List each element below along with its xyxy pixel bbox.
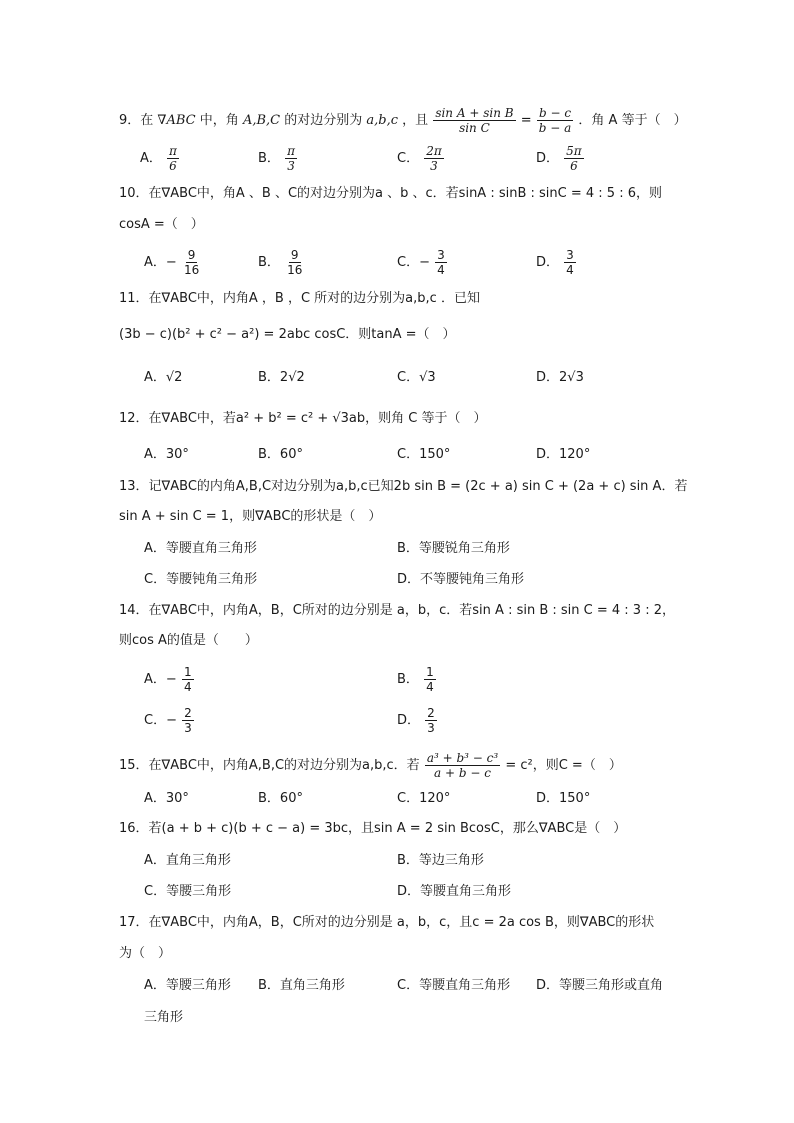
q9-f1-numerator: sin A + sin B	[435, 106, 514, 120]
q15-tail: = c²，则C =（ ）	[505, 758, 622, 773]
option-label: C．	[397, 151, 420, 166]
option-label: C．	[144, 713, 167, 728]
denominator: 3	[430, 159, 438, 173]
q9-fraction-2	[537, 106, 574, 135]
denominator: 6	[169, 159, 177, 173]
question-11-line-1: 11．在∇ABC中，内角A ，B ，C 所对的边分别为a,b,c ．已知	[119, 291, 480, 306]
q17-option-d-wrap: 三角形	[144, 1010, 184, 1025]
option-fraction	[182, 248, 201, 277]
option-fraction	[564, 144, 584, 173]
option-label: A．	[144, 672, 166, 687]
numerator: 2	[184, 706, 192, 720]
q14-option-b	[397, 665, 437, 694]
q12-option-a: A．30°	[144, 447, 189, 462]
question-13-line-2: sin A + sin C = 1，则∇ABC的形状是（ ）	[119, 509, 382, 524]
q12-option-b: B．60°	[258, 447, 303, 462]
q14-option-d	[397, 706, 438, 735]
question-10-line-2: cosA =（ ）	[119, 217, 204, 232]
option-label: B．	[258, 151, 280, 166]
q9-option-c	[397, 144, 445, 173]
numerator: 5π	[566, 144, 582, 158]
denominator: 4	[566, 263, 574, 277]
q9-fraction-1	[433, 106, 515, 135]
numerator: 1	[183, 665, 192, 679]
q11-option-b: B．2√2	[258, 370, 305, 385]
q9-lead: 9．在	[119, 113, 154, 128]
q15-option-c: C．120°	[397, 791, 451, 806]
question-15	[119, 751, 622, 780]
q9-mid: 中，角	[199, 113, 239, 128]
option-label: B．	[397, 672, 419, 687]
q15-numerator: a³ + b³ − c³	[426, 751, 499, 765]
option-label: A．	[144, 255, 166, 270]
denominator: 3	[184, 721, 192, 735]
question-14-line-1: 14．在∇ABC中，内角A，B，C所对的边分别是 a，b，c．若sin A : sin B : sin C = 4 : 3 : 2，	[119, 603, 675, 618]
denominator: 16	[287, 263, 303, 277]
option-label: D．	[536, 151, 560, 166]
option-fraction	[425, 706, 437, 735]
q10-option-a	[144, 248, 202, 277]
q17-option-d: D．等腰三角形或直角	[536, 978, 664, 993]
q15-fraction	[425, 751, 500, 780]
q17-option-b: B．直角三角形	[258, 978, 345, 993]
question-10-line-1: 10．在∇ABC中，角A 、B 、C的对边分别为a 、b 、c．若sinA : sinB : sinC = 4 : 5 : 6，则	[119, 186, 662, 201]
q9-mid2: 的对边分别为	[284, 113, 363, 128]
option-fraction	[435, 248, 447, 277]
q9-equals: =	[520, 113, 532, 128]
q13-option-b: B．等腰锐角三角形	[397, 541, 510, 556]
option-label: B．	[258, 255, 280, 270]
numerator: 3	[566, 248, 574, 262]
numerator: 2	[427, 706, 435, 720]
denominator: 3	[427, 721, 435, 735]
q11-option-c: C．√3	[397, 370, 436, 385]
question-12-line-1: 12．在∇ABC中，若a² + b² = c² + √3ab，则角 C 等于（ ）	[119, 411, 487, 426]
q10-option-b	[258, 248, 305, 277]
option-sign: −	[165, 255, 177, 270]
question-17-line-1: 17．在∇ABC中，内角A，B，C所对的边分别是 a，b，c，且c = 2a cos B，则∇ABC的形状	[119, 915, 655, 930]
option-label: D．	[536, 255, 560, 270]
q9-mid3: ，且	[402, 113, 429, 128]
q9-option-d	[536, 144, 585, 173]
q9-sides: a,b,c	[366, 113, 399, 128]
q9-f1-denominator: sin C	[459, 121, 490, 135]
q9-option-b	[258, 144, 298, 173]
option-fraction	[182, 706, 194, 735]
denominator: 3	[287, 159, 295, 173]
q9-triangle: ∇ABC	[157, 113, 196, 128]
option-fraction	[285, 144, 297, 173]
q15-lead: 15．在∇ABC中，内角A,B,C的对边分别为a,b,c．若	[119, 758, 420, 773]
question-13-line-1: 13．记∇ABC的内角A,B,C对边分别为a,b,c已知2b sin B = (2c + a) sin C + (2a + c) sin A．若	[119, 479, 688, 494]
q13-option-c: C．等腰钝角三角形	[144, 572, 258, 587]
denominator: 4	[426, 680, 434, 694]
q11-option-a: A．√2	[144, 370, 183, 385]
q15-option-a: A．30°	[144, 791, 189, 806]
q9-option-a	[140, 144, 180, 173]
option-fraction	[424, 665, 436, 694]
numerator: 9	[290, 248, 299, 262]
question-11-line-2: (3b − c)(b² + c² − a²) = 2abc cosC．则tanA =（ ）	[119, 327, 456, 342]
q10-option-d	[536, 248, 577, 277]
q16-option-c: C．等腰三角形	[144, 884, 232, 899]
numerator: 9	[187, 248, 196, 262]
q14-option-a	[144, 665, 195, 694]
q16-option-b: B．等边三角形	[397, 853, 484, 868]
option-fraction	[285, 248, 304, 277]
option-sign: −	[419, 255, 430, 270]
option-fraction	[424, 144, 444, 173]
q17-option-c: C．等腰直角三角形	[397, 978, 511, 993]
numerator: 1	[426, 665, 434, 679]
q16-option-d: D．等腰直角三角形	[397, 884, 512, 899]
q16-option-a: A．直角三角形	[144, 853, 231, 868]
q12-option-d: D．120°	[536, 447, 591, 462]
q15-denominator: a + b − c	[434, 766, 491, 780]
option-fraction	[182, 665, 194, 694]
q15-option-b: B．60°	[258, 791, 303, 806]
option-label: D．	[397, 713, 421, 728]
q15-option-d: D．150°	[536, 791, 591, 806]
denominator: 6	[570, 159, 578, 173]
option-fraction	[167, 144, 179, 173]
question-9	[119, 106, 687, 135]
numerator: π	[169, 144, 177, 158]
question-16-line-1: 16．若(a + b + c)(b + c − a) = 3bc，且sin A = 2 sin BcosC，那么∇ABC是（ ）	[119, 821, 627, 836]
q12-option-c: C．150°	[397, 447, 451, 462]
q9-f2-numerator: b − c	[538, 106, 572, 120]
numerator: 2π	[426, 144, 442, 158]
denominator: 4	[437, 263, 445, 277]
q13-option-d: D．不等腰钝角三角形	[397, 572, 525, 587]
option-sign: −	[165, 672, 177, 687]
option-fraction	[564, 248, 576, 277]
q11-option-d: D．2√3	[536, 370, 584, 385]
denominator: 16	[183, 263, 200, 277]
option-label: A．	[140, 151, 162, 166]
q9-f2-denominator: b − a	[538, 121, 572, 135]
option-sign: −	[166, 713, 177, 728]
q9-tail: ．角 A 等于（ ）	[578, 113, 687, 128]
q14-option-c	[144, 706, 195, 735]
denominator: 4	[183, 680, 192, 694]
option-label: C．	[397, 255, 420, 270]
q10-option-c	[397, 248, 448, 277]
numerator: π	[287, 144, 295, 158]
question-14-line-2: 则cos A的值是（ ）	[119, 633, 258, 648]
q9-vars: A,B,C	[242, 113, 281, 128]
numerator: 3	[437, 248, 445, 262]
q17-option-a: A．等腰三角形	[144, 978, 231, 993]
q13-option-a: A．等腰直角三角形	[144, 541, 257, 556]
question-17-line-2: 为（ ）	[119, 946, 172, 961]
